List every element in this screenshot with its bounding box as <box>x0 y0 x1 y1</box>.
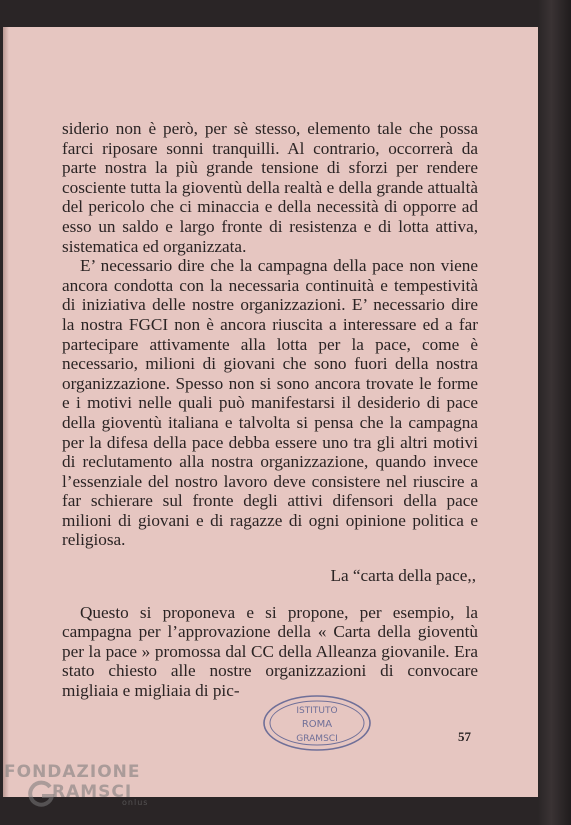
page-spine <box>3 27 9 797</box>
paragraph-2: E’ necessario dire che la campagna della pace non viene ancora condotta con la necessaria continuità e tempestività di iniziativa delle nostre organizzazioni. E’ necessario dire la nostra FGCI non è ancora riuscita a interessare ed a far partecipare attivamente alla lotta per la pace, come è necessario, milioni di giovani che sono fuori della nostra organizzazione. Spesso non si sono ancora trovate le forme e i motivi nelle quali può manifestarsi il desiderio di pace della gioventù italiana e talvolta si pensa che la campagna per la difesa della pace debba essere uno tra gli altri motivi di reclutamento alla nostra organizzazione, quando invece l’essenziale del nostro lavoro deve consistere nel riuscire a far schierare sul fronte degli attivi difensori della pace milioni di giovani e di ragazze di ogni opinione politica e religiosa. <box>62 256 478 550</box>
book-page <box>3 27 538 797</box>
watermark-line-1: FONDAZIONE <box>4 762 141 782</box>
watermark-line-2: RAMSCI <box>52 782 133 802</box>
body-text <box>62 119 478 701</box>
paragraph-1: siderio non è però, per sè stesso, elemento tale che possa farci riposare sonni tranquilli. Al contrario, occorrerà da parte nostra la più grande tensione di sforzi per rendere cosciente tutta la gioventù della realtà e della grande attualtà del pericolo che ci minaccia e della necessità di opporre ad esso un saldo e largo fronte di resistenza e di lotta attiva, sistematica ed organizzata. <box>62 119 478 256</box>
stamp-line-1: ISTITUTO <box>296 706 338 716</box>
watermark-suffix: onlus <box>122 798 149 807</box>
watermark-logo <box>4 762 149 807</box>
library-stamp <box>262 694 372 752</box>
stamp-line-2: ROMA <box>301 719 333 730</box>
section-heading: La “carta della pace,, <box>330 566 476 586</box>
page-edge-shadow <box>538 0 571 825</box>
stamp-line-3: GRAMSCI <box>296 734 338 744</box>
paragraph-3: Questo si proponeva e si propone, per esempio, la campagna per l’approvazione della « Carta della gioventù per la pace » promossa dal CC della Alleanza giovanile. Era stato chiesto alle nostre organizzazioni di convocare migliaia e migliaia di pic- <box>62 602 478 701</box>
page-number: 57 <box>458 729 471 744</box>
